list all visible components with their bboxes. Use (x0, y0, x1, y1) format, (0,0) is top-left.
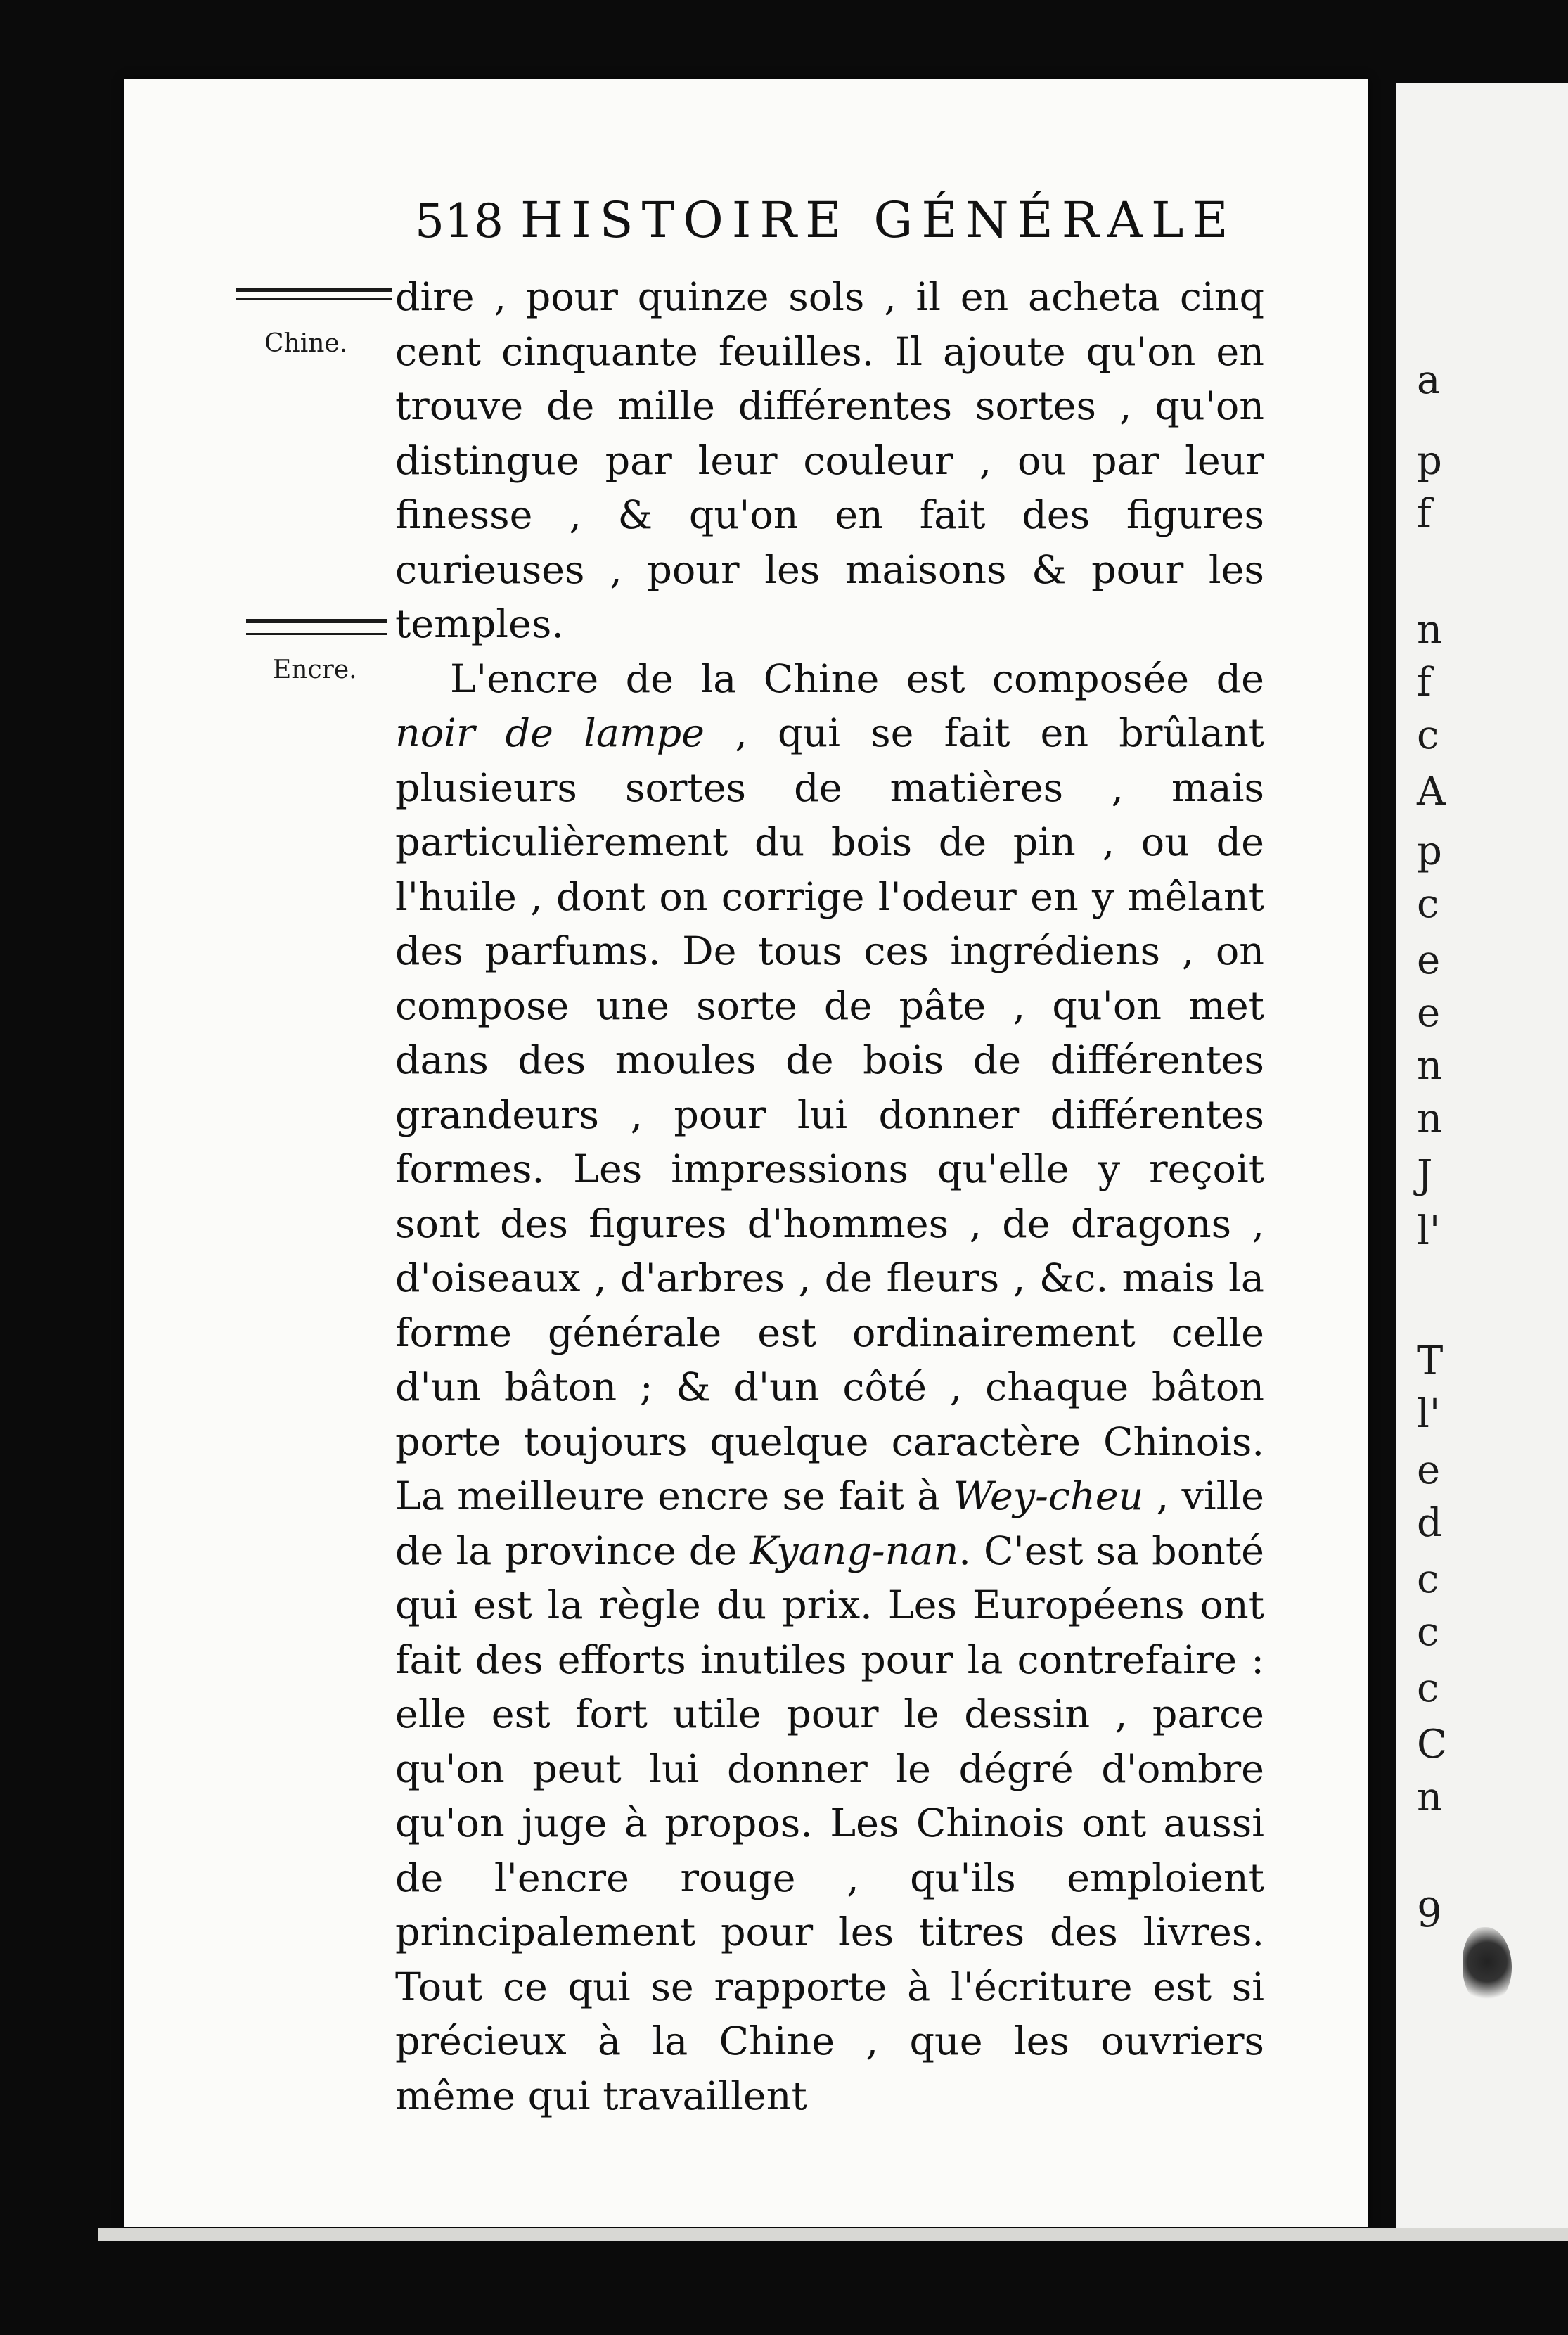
ink-blot (1463, 1927, 1512, 2004)
text-run: dire , pour quinze sols , il en acheta cinq cent cinquante feuilles. Il ajoute qu'on en trouve de mille différentes sortes , qu'on distingue par leur couleur , ou par leur finesse , & qu'on en fait des figures curieuses , pour les maisons & pour les temples. (395, 274, 1264, 647)
marginal-rule-2b (246, 633, 387, 635)
right-page-fragment: d (1417, 1500, 1442, 1546)
right-page-fragment: n (1417, 1043, 1443, 1089)
right-page-fragment: T (1417, 1338, 1444, 1384)
right-page-fragment: p (1417, 829, 1442, 874)
marginal-rule-2 (246, 619, 387, 623)
right-page-fragment: f (1417, 491, 1432, 537)
right-page-fragment: e (1417, 990, 1441, 1036)
page-header (415, 191, 1280, 269)
right-page-fragment: f (1417, 660, 1432, 705)
running-head: HISTOIRE GÉNÉRALE (520, 191, 1237, 249)
marginal-rule-1 (236, 288, 392, 292)
right-page-fragment: c (1417, 1665, 1439, 1711)
text-run: . C'est sa bonté qui est la règle du prix. Les Européens ont fait des efforts inutiles pour la contrefaire : elle est fort utile pour le dessin , parce qu'on peut lui donner le dégré d'ombre qu'on juge à propos. Les Chinois ont aussi de l'encre rouge , qu'ils emploient principalement pour les titres des livres. Tout ce qui se rapporte à l'écriture est si précieux à la Chine , que les ouvriers même qui travaillent (395, 1528, 1265, 2119)
right-page-fragment: c (1417, 881, 1439, 927)
right-page-fragment: p (1417, 438, 1442, 484)
right-page-fragment: n (1417, 1774, 1443, 1820)
right-page-fragment: e (1417, 1447, 1441, 1493)
right-page-fragment: c (1417, 712, 1439, 758)
marginal-note-chine: Chine. (264, 329, 348, 358)
paragraph-1 (395, 270, 1264, 652)
italic-term: Kyang-nan (750, 1528, 959, 1574)
italic-term: Wey-cheu (953, 1473, 1144, 1519)
paragraph-2 (395, 652, 1264, 2124)
right-page-fragment: c (1417, 1556, 1439, 1602)
right-page-fragment: l' (1417, 1208, 1441, 1254)
right-page-fragment: a (1417, 357, 1441, 403)
right-page-fragment: 9 (1417, 1891, 1442, 1936)
right-page-edge (1396, 83, 1568, 2235)
right-page-fragment: e (1417, 938, 1441, 983)
page-number: 518 (415, 194, 503, 248)
right-page-text-fragments (1396, 83, 1568, 2235)
right-page-fragment: C (1417, 1722, 1447, 1767)
page-bottom-edge (98, 2228, 1568, 2241)
text-run: , qui se fait en brûlant plusieurs sortes de matières , mais particulièrement du bois de pin , ou de l'huile , dont on corrige l'odeur en y mêlant des parfums. De tous ces ingrédiens , on compose une sorte de pâte , qu'on met dans des moules de bois de différentes grandeurs , pour lui donner différentes formes. Les impressions qu'elle y reçoit sont des figures d'hommes , de dragons , d'oiseaux , d'arbres , de fleurs , &c. mais la forme générale est ordinairement celle d'un bâton ; & d'un côté , chaque bâton porte toujours quelque caractère Chinois. La meilleure encre se fait à (395, 710, 1264, 1519)
right-page-fragment: n (1417, 607, 1443, 653)
right-page-fragment: A (1417, 769, 1446, 814)
right-page-fragment: l' (1417, 1391, 1441, 1437)
right-page-fragment: J (1417, 1152, 1433, 1198)
right-page-fragment: c (1417, 1609, 1439, 1655)
text-run: L'encre de la Chine est composée de (450, 655, 1264, 702)
right-page-fragment: n (1417, 1096, 1443, 1141)
marginal-rule-1b (236, 298, 392, 300)
text-run: , ville de la province de (395, 1473, 1264, 1574)
body-text (395, 270, 1264, 2123)
italic-term: noir de lampe (395, 710, 705, 756)
marginal-note-encre: Encre. (273, 655, 357, 684)
